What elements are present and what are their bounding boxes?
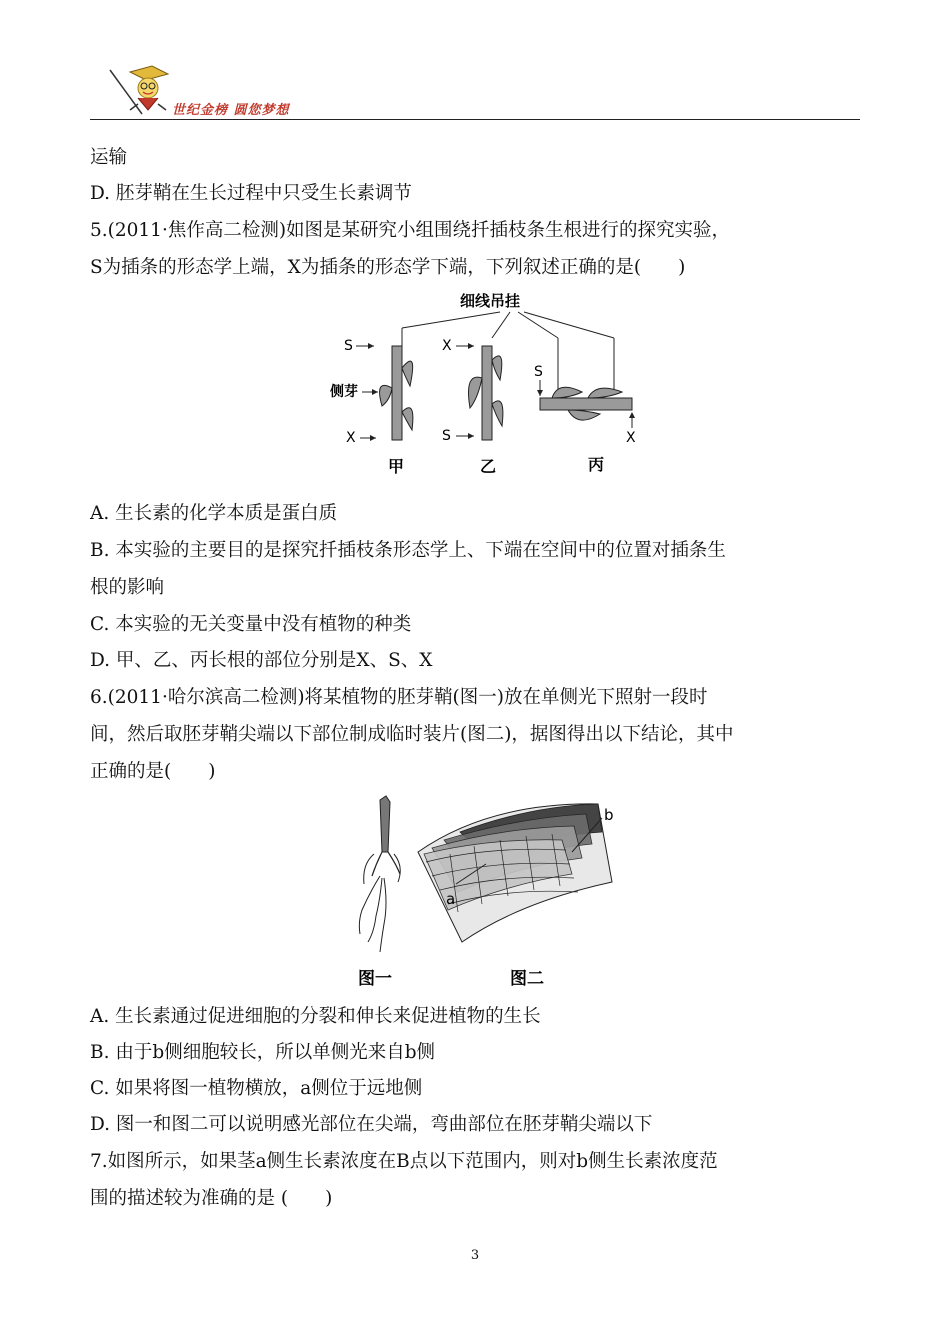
header-rule [90,119,860,120]
text-line: 运输 [90,147,128,168]
label-jia: 甲 [388,457,405,476]
x-label: X [346,430,356,446]
label-a: a [446,890,456,908]
header-slogan: 世纪金榜 圆您梦想 [172,103,290,118]
s-label: S [442,428,451,444]
option-d: D. 图一和图二可以说明感光部位在尖端，弯曲部位在胚芽鞘尖端以下 [90,1114,653,1135]
option-d: D. 甲、乙、丙长根的部位分别是X、S、X [90,650,433,671]
option-c: C. 如果将图一植物横放，a侧位于远地侧 [90,1078,423,1099]
coleoptile-figure [340,792,640,992]
bud-label: 侧芽 [330,384,358,400]
fig-1-label: 图一 [358,969,392,989]
option-a: A. 生长素通过促进细胞的分裂和伸长来促进植物的生长 [90,1006,541,1027]
text-line: D. 胚芽鞘在生长过程中只受生长素调节 [90,183,412,204]
text-line: 正确的是( ) [90,761,216,782]
text-line: 围的描述较为准确的是 ( ) [90,1188,333,1209]
option-b-cont: 根的影响 [90,577,165,598]
question-5-stem: 5.(2011·焦作高二检测)如图是某研究小组围绕扦插枝条生根进行的探究实验， [90,220,731,241]
option-b: B. 本实验的主要目的是探究扦插枝条形态学上、下端在空间中的位置对插条生 [90,540,726,561]
page-header [90,62,860,122]
label-bing: 丙 [588,455,605,474]
text-line: 间，然后取胚芽鞘尖端以下部位制成临时装片(图二)，据图得出以下结论，其中 [90,724,734,745]
option-a: A. 生长素的化学本质是蛋白质 [90,503,338,524]
text-line: S为插条的形态学上端，X为插条的形态学下端，下列叙述正确的是( ) [90,257,686,278]
label-b: b [604,806,614,824]
fig-2-label: 图二 [510,969,544,989]
page-number: 3 [470,1248,480,1263]
hang-label: 细线吊挂 [460,292,521,310]
question-7-stem: 7.如图所示，如果茎a侧生长素浓度在B点以下范围内，则对b侧生长素浓度范 [90,1151,718,1172]
x-label: X [626,430,636,446]
option-c: C. 本实验的无关变量中没有植物的种类 [90,614,412,635]
s-label: S [344,338,353,354]
s-label: S [534,364,543,380]
option-b: B. 由于b侧细胞较长，所以单侧光来自b侧 [90,1042,436,1063]
x-label: X [442,338,452,354]
question-6-stem: 6.(2011·哈尔滨高二检测)将某植物的胚芽鞘(图一)放在单侧光下照射一段时 [90,687,708,708]
cutting-rooting-figure [330,288,660,478]
graduate-mascot-logo-icon [108,62,178,118]
label-yi: 乙 [480,457,497,476]
